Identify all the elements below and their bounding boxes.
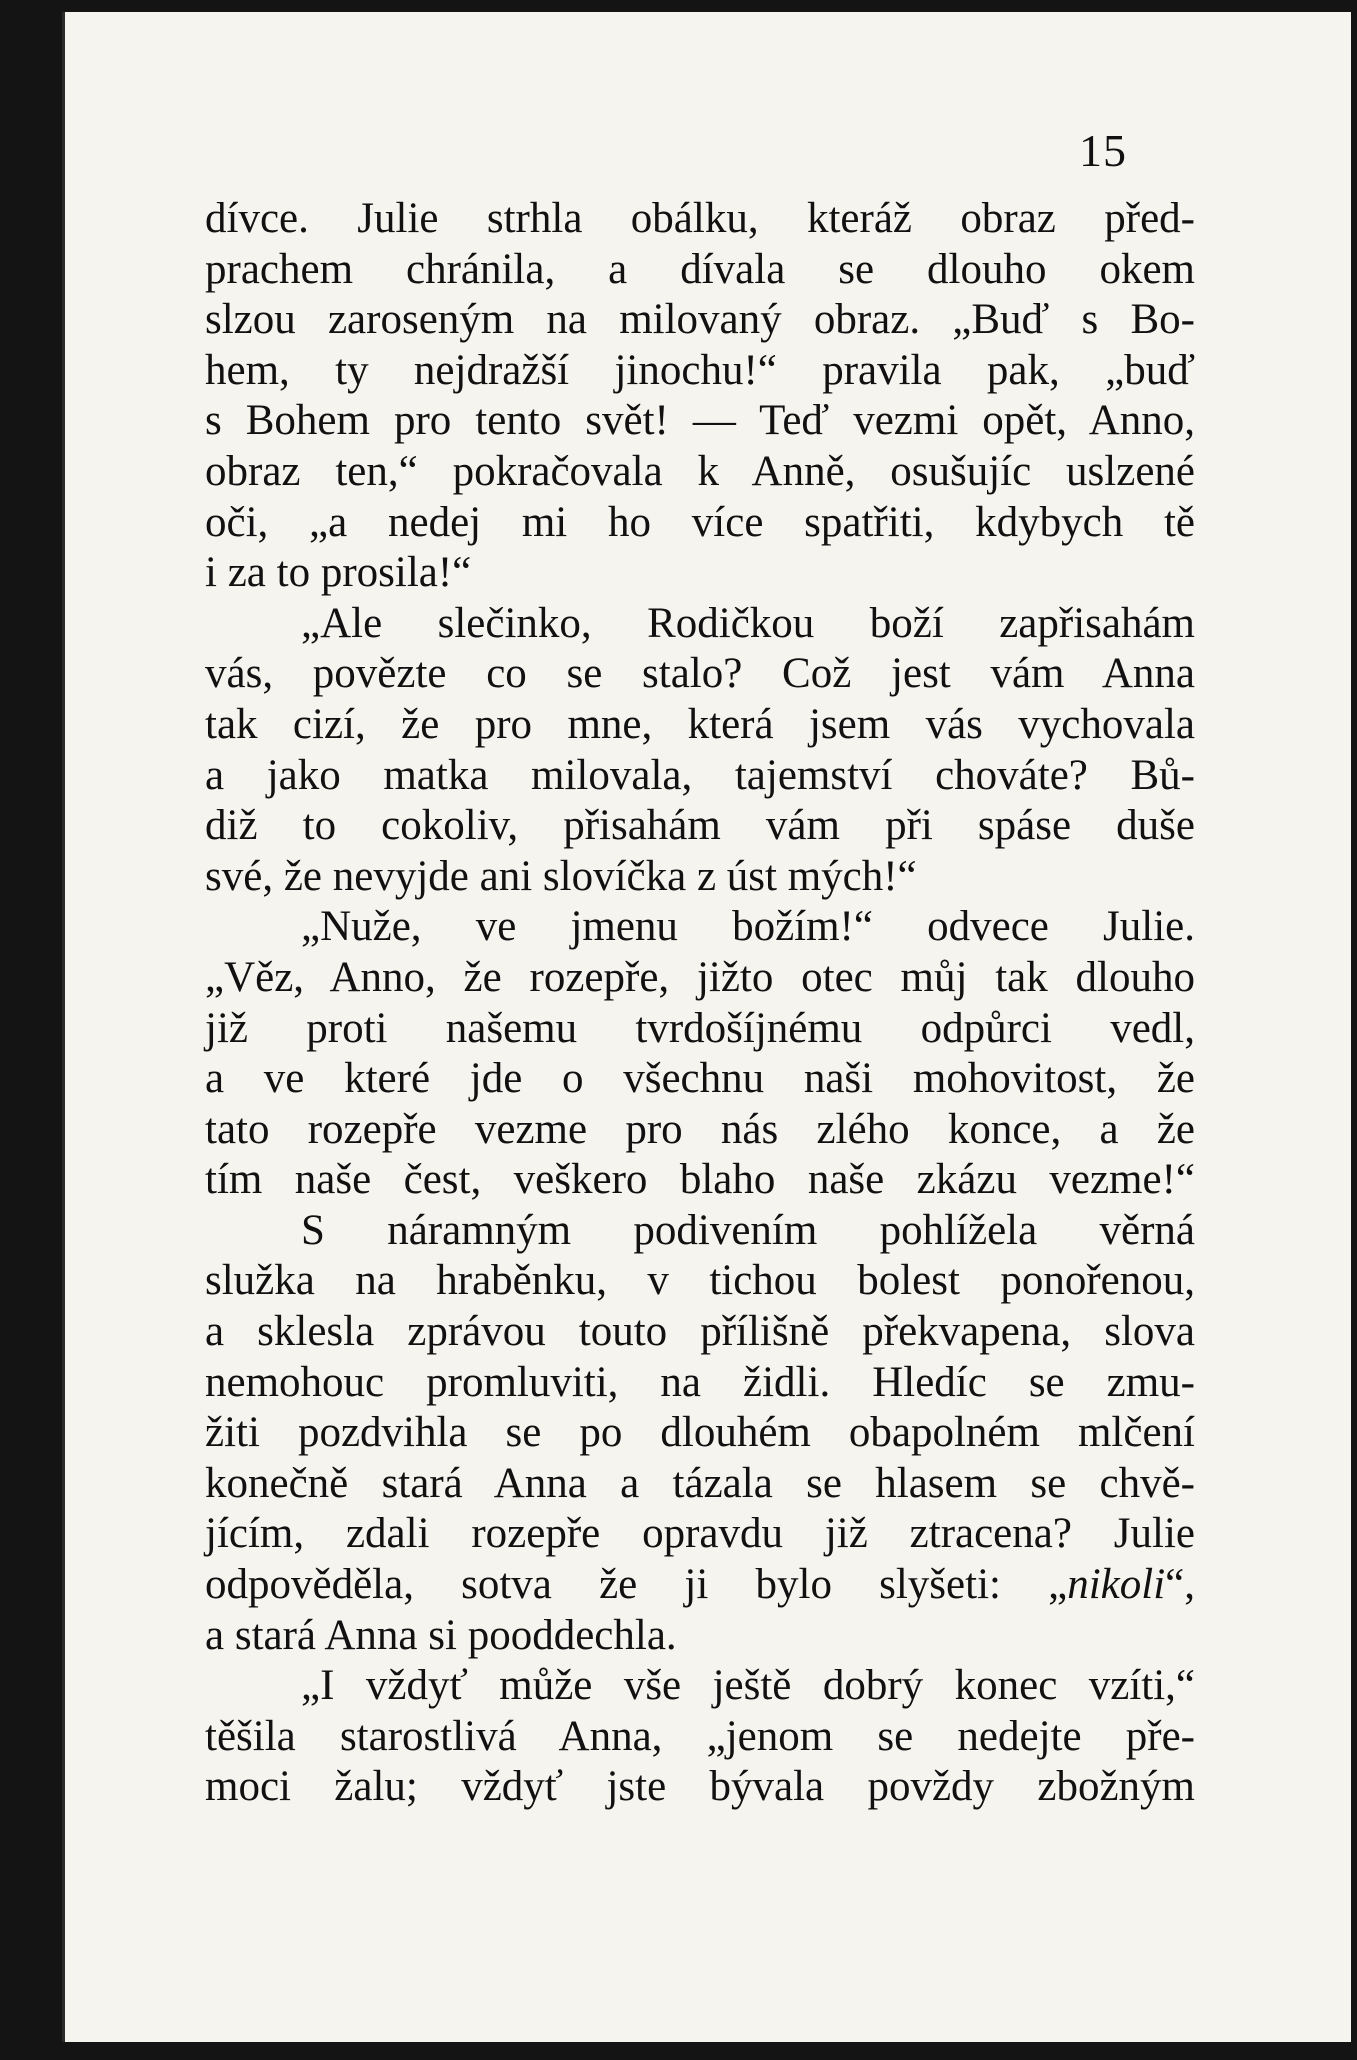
text-line: S náramným podivením pohlížela věrná [301,1206,1195,1254]
book-page [62,12,1351,2042]
text-line: hem, ty nejdražší jinochu!“ pravila pak, „buď [205,346,1195,394]
text-line: prachem chránila, a dívala se dlouho okem [205,245,1195,293]
text-line: moci žalu; vždyť jste bývala povždy zbožným [205,1763,1195,1811]
text-line: odpověděla, sotva že ji bylo slyšeti: „nikoli“, [205,1561,1195,1609]
text-line: „I vždyť může vše ještě dobrý konec vzíti,“ [301,1662,1195,1710]
text-line: dívce. Julie strhla obálku, kteráž obraz před- [205,195,1195,242]
emphasized-word: nikoli [1067,1561,1166,1609]
text-line: jícím, zdali rozepře opravdu již ztracena? Julie [205,1510,1195,1558]
text-line: obraz ten,“ pokračovala k Anně, osušujíc uslzené [205,447,1195,495]
text-line: konečně stará Anna a tázala se hlasem se chvě- [205,1459,1195,1507]
text-line: s Bohem pro tento svět! — Teď vezmi opět, Anno, [205,397,1195,445]
text-line: a stará Anna si pooddechla. [205,1611,677,1659]
body-text [205,194,1195,1813]
text-line: „Ale slečinko, Rodičkou boží zapřisahám [301,599,1195,647]
text-line: diž to cokoliv, přisahám vám při spáse duše [205,802,1195,850]
text-line: „Věz, Anno, že rozepře, jižto otec můj tak dlouho [205,953,1195,1001]
text-line: žiti pozdvihla se po dlouhém obapolném mlčení [205,1409,1195,1457]
text-line: a jako matka milovala, tajemství chováte? Bů- [205,751,1195,799]
text-line: a ve které jde o všechnu naši mohovitost, že [205,1055,1195,1103]
text-line: oči, „a nedej mi ho více spatřiti, kdybych tě [205,498,1195,546]
page-number: 15 [1079,125,1127,176]
text-line: služka na hraběnku, v tichou bolest ponořenou, [205,1257,1195,1305]
text-line: „Nuže, ve jmenu božím!“ odvece Julie. [301,903,1195,951]
text-line: tím naše čest, veškero blaho naše zkázu vezme!“ [205,1156,1195,1204]
text-line: své, že nevyjde ani slovíčka z úst mých!“ [205,852,917,900]
text-line: nemohouc promluviti, na židli. Hledíc se zmu- [205,1358,1195,1406]
text-line: i za to prosila!“ [205,549,472,597]
text-line: slzou zaroseným na milovaný obraz. „Buď s Bo- [205,296,1195,344]
text-line: a sklesla zprávou touto přílišně překvapena, slova [205,1308,1195,1356]
text-line: již proti našemu tvrdošíjnému odpůrci vedl, [205,1004,1195,1052]
text-line: tato rozepře vezme pro nás zlého konce, a že [205,1105,1195,1153]
text-line: tak cizí, že pro mne, která jsem vás vychovala [205,700,1195,748]
text-line: těšila starostlivá Anna, „jenom se nedejte pře- [205,1712,1195,1760]
text-line: vás, povězte co se stalo? Což jest vám Anna [205,650,1195,698]
